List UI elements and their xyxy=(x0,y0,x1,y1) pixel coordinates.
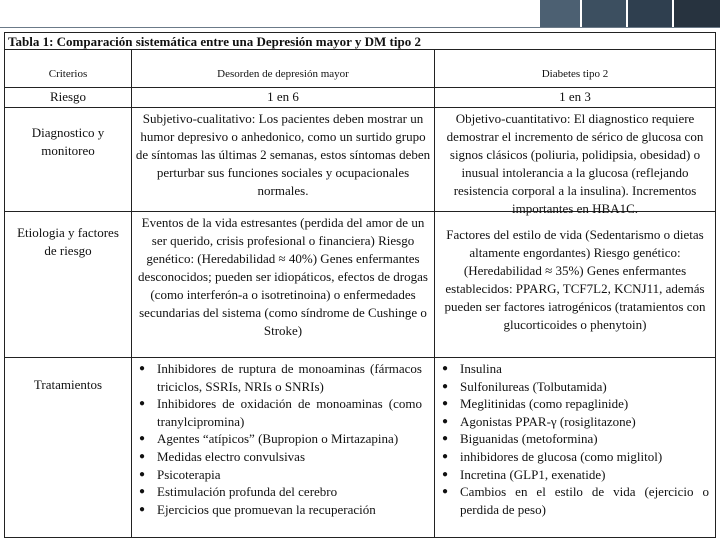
list-item-text: Medidas electro convulsivas xyxy=(157,448,306,464)
bullet-icon: ● xyxy=(442,415,449,427)
list-item-text: Insulina xyxy=(460,361,502,376)
comparison-table xyxy=(4,32,716,538)
bullet-icon: ● xyxy=(442,468,449,480)
list-item-text: Psicoterapia xyxy=(157,466,221,482)
list-item xyxy=(135,466,422,484)
list-item xyxy=(135,483,422,501)
bullet-icon: ● xyxy=(139,363,146,374)
cell-depresion: Subjetivo-cualitativo: Los pacientes deben mostrar un humor depresivo o anhedonico, como un surtido grupo de síntomas las últimas 2 semanas, estos síntomas deben perturbar sus funciones sociales y ocupacionales normales. xyxy=(131,108,434,211)
list-item-text: Meglitinidas (como repaglinide) xyxy=(460,396,629,412)
table-row-diagnostico xyxy=(4,108,716,216)
bullet-icon: ● xyxy=(139,433,146,445)
list-item xyxy=(438,378,709,396)
list-item xyxy=(438,483,709,518)
list-item-text: Agentes “atípicos” (Bupropion o Mirtazapina) xyxy=(157,431,399,447)
bullet-icon: ● xyxy=(442,433,449,445)
bullet-icon: ● xyxy=(442,380,449,392)
list-item-text: Inhibidores de oxidación de monoaminas (como tranylcipromina) xyxy=(157,396,422,429)
table-row-tratamientos xyxy=(4,358,716,538)
list-item xyxy=(135,430,422,448)
row-label: Riesgo xyxy=(4,88,131,107)
list-item xyxy=(135,360,422,395)
bullet-icon: ● xyxy=(139,398,146,410)
list-item-text: Estimulación profunda del cerebro xyxy=(157,484,338,500)
header-criterios: Criterios xyxy=(4,50,131,87)
header-tile xyxy=(582,0,626,28)
list-item xyxy=(438,413,709,431)
list-item xyxy=(135,448,422,466)
table-row-etiologia xyxy=(4,212,716,358)
bullet-icon: ● xyxy=(139,503,146,515)
list-item-text: Biguanidas (metoformina) xyxy=(460,431,598,447)
header-diabetes: Diabetes tipo 2 xyxy=(434,50,716,87)
row-label: Tratamientos xyxy=(4,358,131,537)
treatment-list-diabetes xyxy=(438,360,709,518)
row-label: Etiologia y factores de riesgo xyxy=(4,212,131,357)
bullet-icon: ● xyxy=(139,450,146,462)
cell-diabetes xyxy=(434,358,716,537)
list-item xyxy=(135,501,422,519)
list-item-text: inhibidores de glucosa (como miglitol) xyxy=(460,448,663,464)
list-item-text: Sulfonilureas (Tolbutamida) xyxy=(460,378,607,394)
list-item-text: Ejercicios que promuevan la recuperación xyxy=(157,501,376,517)
list-item xyxy=(135,395,422,430)
cell-depresion: 1 en 6 xyxy=(131,88,434,107)
table-row-riesgo xyxy=(4,88,716,108)
cell-diabetes: Factores del estilo de vida (Sedentarismo o dietas altamente engordantes) Riesgo genético: (Heredabilidad ≈ 35%) Genes enfermantes establecidos: PPARG, TCF7L2, KCNJ11, además pueden ser factores iatrogénicos (tratamientos con glucorticoides o phenytoin) xyxy=(434,212,716,357)
bullet-icon: ● xyxy=(442,398,449,410)
list-item xyxy=(438,430,709,448)
slide-header-bar xyxy=(0,0,720,28)
cell-depresion xyxy=(131,358,434,537)
list-item-text: Incretina (GLP1, exenatide) xyxy=(460,466,606,482)
list-item xyxy=(438,466,709,484)
header-divider xyxy=(0,27,720,28)
header-tile xyxy=(674,0,720,28)
header-tile xyxy=(628,0,672,28)
header-depresion: Desorden de depresión mayor xyxy=(131,50,434,87)
row-label: Diagnostico y monitoreo xyxy=(4,108,131,211)
bullet-icon: ● xyxy=(442,363,449,374)
cell-diabetes: 1 en 3 xyxy=(434,88,716,107)
bullet-icon: ● xyxy=(139,486,146,498)
cell-diabetes: Objetivo-cuantitativo: El diagnostico requiere demostrar el incremento de sérico de glucosa con signos clásicos (poliuria, polidipsia, obesidad) o inusual intolerancia a la glucosa (reflejando resistencia corporal a la insulina). Incrementos importantes en HBA1C. xyxy=(434,108,716,211)
list-item-text: Agonistas PPAR-γ (rosiglitazone) xyxy=(460,413,636,429)
bullet-icon: ● xyxy=(139,468,146,480)
bullet-icon: ● xyxy=(442,486,449,498)
list-item-text: Inhibidores de ruptura de monoaminas (fármacos triciclos, SSRIs, NRIs o SNRIs) xyxy=(157,361,422,394)
bullet-icon: ● xyxy=(442,450,449,462)
list-item xyxy=(438,360,709,378)
table-header-row xyxy=(4,50,716,88)
header-tile xyxy=(540,0,580,28)
table-title: Tabla 1: Comparación sistemática entre una Depresión mayor y DM tipo 2 xyxy=(4,32,716,50)
list-item-text: Cambios en el estilo de vida (ejercicio o perdida de peso) xyxy=(460,484,709,517)
list-item xyxy=(438,395,709,413)
treatment-list-depresion xyxy=(135,360,422,518)
cell-depresion: Eventos de la vida estresantes (perdida del amor de un ser querido, crisis profesional o financiera) Riesgo genético: (Heredabilidad ≈ 40%) Genes enfermantes desconocidos; pueden ser idiopáticos, efectos de drogas (como interferón-a o isotretinoina) o enfermedades secundarias del sistema (como síndrome de Cushinge o Stroke) xyxy=(131,212,434,357)
list-item xyxy=(438,448,709,466)
